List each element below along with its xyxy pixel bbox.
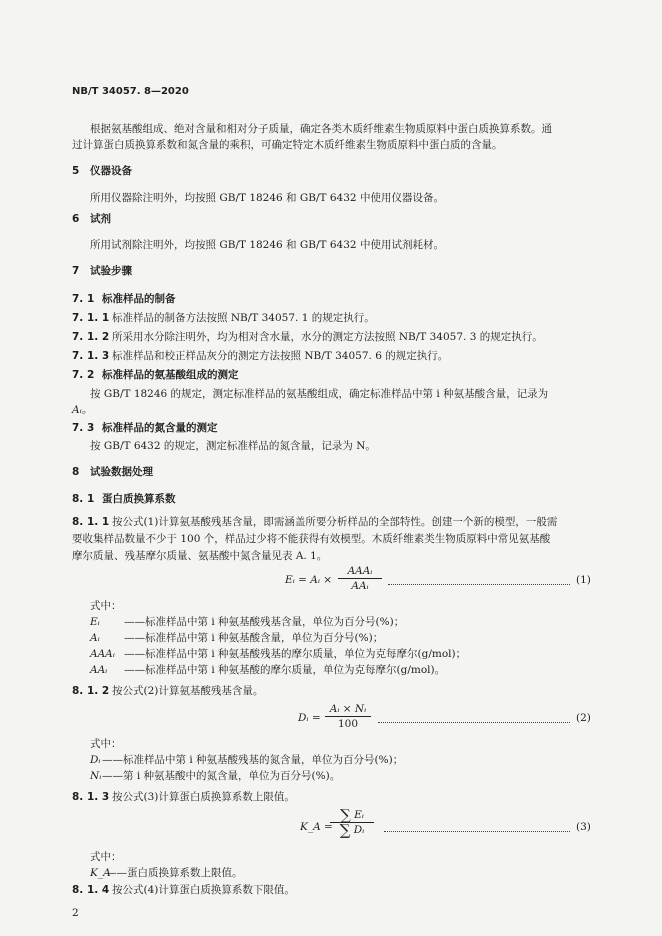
section-8-1-1-number: 8. 1. 1 bbox=[72, 516, 110, 528]
equation-3-numerator: Eᵢ bbox=[354, 809, 364, 821]
section-5-number: 5 bbox=[72, 165, 80, 177]
intro-line-2: 过计算蛋白质换算系数和氮含量的乘积，可确定特定木质纤维素生物质原料中蛋白质的含量。 bbox=[72, 139, 503, 151]
section-8-1-3-text: 按公式(3)计算蛋白质换算系数上限值。 bbox=[112, 791, 295, 803]
section-6-title: 试剂 bbox=[90, 213, 111, 225]
section-7-1-3-text: 标准样品和校正样品灰分的测定方法按照 NB/T 34057. 6 的规定执行。 bbox=[112, 350, 449, 362]
section-7-2-line-2: Aᵢ。 bbox=[72, 404, 93, 416]
sum-symbol-denominator: ∑ bbox=[339, 821, 351, 839]
section-6-number: 6 bbox=[72, 213, 80, 225]
equation-3-fraction bbox=[330, 808, 374, 837]
equation-1-leader-dots bbox=[388, 584, 570, 585]
section-7-2-line-1: 按 GB/T 18246 的规定，测定标准样品的氨基酸组成，确定标准样品中第 i 种氨基酸含量，记录为 bbox=[90, 388, 549, 400]
def-3-symbol: AAAᵢ bbox=[90, 648, 115, 660]
equation-2-leader-dots bbox=[378, 722, 570, 723]
section-7-number: 7 bbox=[72, 265, 80, 277]
section-7-2-title: 标准样品的氨基酸组成的测定 bbox=[102, 369, 239, 381]
section-7-3-title: 标准样品的氮含量的测定 bbox=[102, 422, 218, 434]
section-8-1-4-number: 8. 1. 4 bbox=[72, 884, 110, 896]
section-8-1-3-number: 8. 1. 3 bbox=[72, 791, 110, 803]
section-7-1-number: 7. 1 bbox=[72, 293, 95, 305]
equation-3-leader-dots bbox=[384, 831, 570, 832]
section-7-2-number: 7. 2 bbox=[72, 369, 95, 381]
sum-symbol-numerator: ∑ bbox=[340, 806, 351, 824]
section-7-1-title: 标准样品的制备 bbox=[102, 293, 176, 305]
section-8-title: 试验数据处理 bbox=[90, 466, 153, 478]
equation-3-denominator: Dᵢ bbox=[353, 824, 365, 836]
section-8-number: 8 bbox=[72, 466, 80, 478]
section-8-1-2-number: 8. 1. 2 bbox=[72, 685, 110, 697]
def-2-text: ——标准样品中第 i 种氨基酸含量，单位为百分号(%)； bbox=[124, 632, 384, 644]
def-6-symbol: Nᵢ bbox=[90, 770, 102, 782]
equation-1-label: (1) bbox=[576, 574, 591, 586]
section-8-1-2-text: 按公式(2)计算氨基酸残基含量。 bbox=[112, 685, 264, 697]
section-7-1-2-text: 所采用水分除注明外，均为相对含水量，水分的测定方法按照 NB/T 34057. 3 的规定执行。 bbox=[112, 331, 543, 343]
equation-2-lhs: Dᵢ = bbox=[298, 712, 321, 724]
where-label-3: 式中： bbox=[90, 851, 122, 863]
equation-2-fraction bbox=[325, 702, 371, 731]
def-3-text: ——标准样品中第 i 种氨基酸残基的摩尔质量，单位为克每摩尔(g/mol)； bbox=[124, 648, 467, 660]
section-7-3-line-1: 按 GB/T 6432 的规定，测定标准样品的氮含量，记录为 N。 bbox=[90, 440, 376, 452]
equation-3-label: (3) bbox=[576, 821, 591, 833]
def-4-symbol: AAᵢ bbox=[90, 664, 108, 676]
where-label-1: 式中： bbox=[90, 600, 122, 612]
intro-line-1: 根据氨基酸组成、绝对含量和相对分子质量，确定各类木质纤维素生物质原料中蛋白质换算系数。通 bbox=[90, 123, 552, 135]
section-8-1-number: 8. 1 bbox=[72, 493, 95, 505]
equation-3-lhs: K_A = bbox=[300, 821, 333, 833]
def-5-symbol: Dᵢ bbox=[90, 754, 101, 766]
section-5-title: 仪器设备 bbox=[90, 165, 132, 177]
equation-1-numerator: AAAᵢ bbox=[338, 564, 382, 579]
equation-1-fraction bbox=[338, 564, 382, 593]
equation-1-denominator: AAᵢ bbox=[351, 580, 369, 592]
section-7-1-1-text: 标准样品的制备方法按照 NB/T 34057. 1 的规定执行。 bbox=[112, 312, 375, 324]
where-label-2: 式中： bbox=[90, 738, 122, 750]
equation-2-numerator: Aᵢ × Nᵢ bbox=[325, 702, 371, 717]
def-5-text: ——标准样品中第 i 种氨基酸残基的氮含量，单位为百分号(%)； bbox=[102, 754, 404, 766]
equation-2-label: (2) bbox=[576, 712, 591, 724]
section-8-1-title: 蛋白质换算系数 bbox=[102, 493, 176, 505]
def-2-symbol: Aᵢ bbox=[90, 632, 100, 644]
section-8-1-1-line-1: 按公式(1)计算氨基酸残基含量，即需涵盖所要分析样品的全部特性。创建一个新的模型，一般需 bbox=[112, 516, 558, 528]
def-1-symbol: Eᵢ bbox=[90, 616, 100, 628]
section-8-1-1-line-2: 要收集样品数量不少于 100 个，样品过少将不能获得有效模型。木质纤维素类生物质原料中常见氨基酸 bbox=[72, 533, 551, 545]
section-6-text: 所用试剂除注明外，均按照 GB/T 18246 和 GB/T 6432 中使用试剂耗材。 bbox=[90, 239, 444, 251]
equation-1-lhs: Eᵢ = Aᵢ × bbox=[285, 574, 333, 586]
section-7-3-number: 7. 3 bbox=[72, 422, 95, 434]
equation-2-denominator: 100 bbox=[337, 718, 359, 730]
section-5-text: 所用仪器除注明外，均按照 GB/T 18246 和 GB/T 6432 中使用仪器设备。 bbox=[90, 192, 444, 204]
section-7-title: 试验步骤 bbox=[90, 265, 132, 277]
def-4-text: ——标准样品中第 i 种氨基酸的摩尔质量，单位为克每摩尔(g/mol)。 bbox=[124, 664, 446, 676]
def-7-symbol: K_A bbox=[90, 867, 111, 879]
def-7-text: ——蛋白质换算系数上限值。 bbox=[106, 867, 243, 879]
section-8-1-1-line-3: 摩尔质量、残基摩尔质量、氨基酸中氮含量见表 A. 1。 bbox=[72, 550, 328, 562]
section-7-1-1-number: 7. 1. 1 bbox=[72, 312, 110, 324]
standard-code: NB/T 34057. 8—2020 bbox=[72, 86, 189, 97]
section-8-1-4-text: 按公式(4)计算蛋白质换算系数下限值。 bbox=[112, 884, 295, 896]
page-number: 2 bbox=[72, 907, 79, 919]
def-1-text: ——标准样品中第 i 种氨基酸残基含量，单位为百分号(%)； bbox=[124, 616, 405, 628]
section-7-1-2-number: 7. 1. 2 bbox=[72, 331, 110, 343]
section-7-1-3-number: 7. 1. 3 bbox=[72, 350, 110, 362]
def-6-text: ——第 i 种氨基酸中的氮含量，单位为百分号(%)。 bbox=[102, 770, 341, 782]
